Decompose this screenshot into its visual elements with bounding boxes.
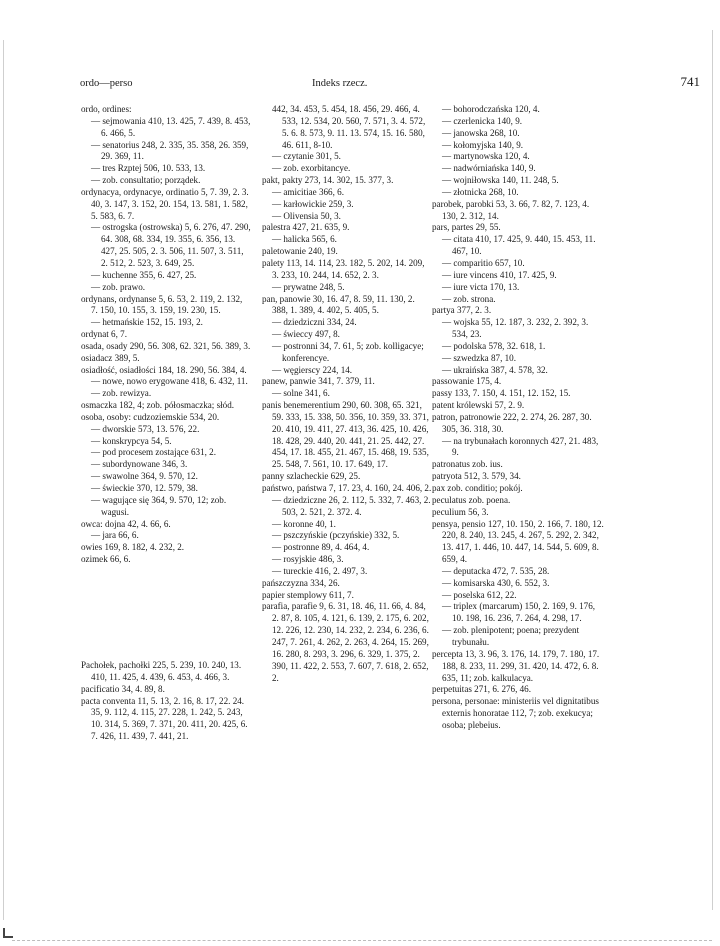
index-entry: osiadacz 389, 5. <box>81 352 140 363</box>
index-subentry: — iure vincens 410, 17. 425, 9. <box>442 269 557 280</box>
index-column-middle <box>262 104 432 684</box>
index-subentry: — postronne 89, 4. 464, 4. <box>272 542 370 553</box>
index-subentry: — bohorodczańska 120, 4. <box>442 104 540 114</box>
scan-bottom-edge <box>12 940 712 941</box>
index-subentry: — dworskie 573, 13. 576, 22. <box>91 423 200 434</box>
index-subentry: — czytanie 301, 5. <box>272 151 341 162</box>
index-entry: pensya, pensio 127, 10. 150, 2. 166, 7. 180, 12. 220, 8. 240, 13. 245, 4. 267, 5. 292, 2. 342, 13. 417, 1. 446, 10. 447, 14. 544, 5. 609, 8. 659, 4. <box>432 518 604 565</box>
index-subentry: — kołomyjska 140, 9. <box>442 139 524 150</box>
index-entry: osoba, osoby: cudzoziemskie 534, 20. <box>81 411 220 422</box>
index-subentry: — na trybunałach koronnych 427, 21. 483, 9. <box>442 435 599 458</box>
index-subentry: — ostrogska (ostrowska) 5, 6. 276, 47. 290, 64. 308, 68. 334, 19. 355, 6. 356, 13. 427, 25. 505, 2. 3. 506, 11. 507, 3. 511, 2. 512, 2. 523, 3. 649, 25. <box>91 222 251 268</box>
index-subentry: — dziedziczne 26, 2. 112, 5. 332, 7. 463, 2. 503, 2. 521, 2. 372. 4. <box>272 494 431 517</box>
index-subentry: — sejmowania 410, 13. 425, 7. 439, 8. 453, 6. 466, 5. <box>91 115 251 138</box>
index-entry: ordynacya, ordynacye, ordinatio 5, 7. 39, 2. 3. 40, 3. 147, 3. 152, 20. 154, 13. 581, 1. 582, 5. 583, 6. 7. <box>81 186 249 221</box>
index-subentry: — prywatne 248, 5. <box>272 281 345 292</box>
right-margin-line <box>712 30 713 910</box>
index-entry: percepta 13, 3. 96, 3. 176, 14. 179, 7. 180, 17. 188, 8. 233, 11. 299, 31. 420, 14. 472, 6. 8. 635, 11; zob. kalkulacya. <box>432 648 600 683</box>
index-entry: passowanie 175, 4. <box>432 376 502 387</box>
running-head: ordo—perso <box>80 78 133 89</box>
index-entry: passy 133, 7. 150, 4. 151, 12. 152, 15. <box>432 388 571 399</box>
index-entry: pax zob. conditio; pokój. <box>432 483 523 493</box>
scan-corner-mark <box>3 928 13 938</box>
index-subentry: — zob. strona. <box>442 293 496 304</box>
index-entry: pars, partes 29, 55. <box>432 222 501 233</box>
index-subentry: — świeckie 370, 12. 579, 38. <box>91 483 198 493</box>
index-entry: paletowanie 240, 19. <box>262 246 338 257</box>
index-subentry: — tureckie 416, 2. 497, 3. <box>272 565 368 576</box>
index-entry: panew, panwie 341, 7. 379, 11. <box>262 376 375 387</box>
index-subentry: — postronni 34, 7. 61, 5; zob. kolligacye; konferencye. <box>272 340 424 363</box>
index-entry: ozimek 66, 6. <box>81 554 131 565</box>
index-subentry: — zob. prawo. <box>91 281 146 292</box>
page-header <box>80 74 700 94</box>
left-margin-line <box>3 40 4 920</box>
index-subentry: — subordynowane 346, 3. <box>91 459 188 470</box>
index-entry: papier stemplowy 611, 7. <box>262 589 354 600</box>
index-subentry: — wojniłowska 140, 11. 248, 5. <box>442 175 559 186</box>
index-subentry: — solne 341, 6. <box>272 388 330 399</box>
index-subentry: — pszczyńskie (pczyńskie) 332, 5. <box>272 530 400 541</box>
index-subentry: — kuchenne 355, 6. 427, 25. <box>91 269 197 280</box>
index-entry: owca: dojna 42, 4. 66, 6. <box>81 518 171 529</box>
index-subentry: — dziedziczni 334, 24. <box>272 317 357 328</box>
index-subentry: — deputacka 472, 7. 535, 28. <box>442 565 550 576</box>
index-subentry: — wagujące się 364, 9. 570, 12; zob. wagusi. <box>91 494 227 517</box>
index-entry: panis benemerentium 290, 60. 308, 65. 321, 59. 333, 15. 338, 50. 356, 10. 359, 33. 371, 20. 410, 19. 411, 27. 413, 36. 425, 10. 426, 18. 428, 29. 440, 20. 441, 21. 25. 442, 27. 454, 17. 18. 455, 21. 467, 15. 468, 19. 535, 25. 548, 7. 561, 10. 17. 649, 17. <box>262 400 429 470</box>
index-entry: Pachołek, pachołki 225, 5. 239, 10. 240, 13. 410, 11. 425, 4. 439, 6. 453, 4. 466, 3. <box>81 660 242 682</box>
index-subentry: — halicka 565, 6. <box>272 234 337 245</box>
index-subentry: — węgierscy 224, 14. <box>272 364 353 375</box>
index-subentry: — comparitio 657, 10. <box>442 257 525 268</box>
index-subentry: — zob. plenipotent; poena; prezydent trybunału. <box>442 625 580 647</box>
index-entry: peculium 56, 3. <box>432 506 489 517</box>
index-subentry: — zob. exorbitancye. <box>272 163 351 174</box>
index-subentry: — wojska 55, 12. 187, 3. 232, 2. 392, 3. 534, 23. <box>442 317 589 340</box>
section-title: Indeks rzecz. <box>312 78 368 89</box>
index-entry: ordynans, ordynanse 5, 6. 53, 2. 119, 2. 132, 7. 150, 10. 155, 3. 159, 19. 230, 15. <box>81 293 243 316</box>
index-entry: panny szlacheckie 629, 25. <box>262 471 361 482</box>
index-subentry: — tres Rzptej 506, 10. 533, 13. <box>91 163 206 174</box>
index-entry: owies 169, 8. 182, 4. 232, 2. <box>81 542 185 553</box>
index-subentry: — iure victa 170, 13. <box>442 281 520 292</box>
index-subentry: — amicitiae 366, 6. <box>272 186 344 197</box>
index-subentry: — janowska 268, 10. <box>442 127 520 138</box>
index-entry: palestra 427, 21. 635, 9. <box>262 222 350 233</box>
index-subentry: — komisarska 430, 6. 552, 3. <box>442 577 550 588</box>
index-entry: perpetuitas 271, 6. 276, 46. <box>432 684 532 695</box>
index-entry: osmaczka 182, 4; zob. półosmaczka; słód. <box>81 400 235 411</box>
letter-section-gap <box>81 575 251 651</box>
index-entry: patronatus zob. ius. <box>432 459 503 470</box>
index-entry: pan, panowie 30, 16. 47, 8. 59, 11. 130, 2. 388, 1. 389, 4. 402, 5. 405, 5. <box>262 293 415 316</box>
index-entry: pacificatio 34, 4. 89, 8. <box>81 683 165 694</box>
page-number: 741 <box>680 74 700 89</box>
index-subentry: — zob. consultatio; porządek. <box>91 175 201 186</box>
index-subentry: — szwedzka 87, 10. <box>442 352 516 363</box>
index-subentry: — świeccy 497, 8. <box>272 329 340 340</box>
index-entry: pakt, pakty 273, 14. 302, 15. 377, 3. <box>262 175 394 186</box>
index-subentry: — czerlenicka 140, 9. <box>442 115 523 126</box>
index-subentry: — triplex (marcarum) 150, 2. 169, 9. 176, 10. 198, 16. 236, 7. 264, 4. 298, 17. <box>442 601 596 624</box>
index-subentry: — nadwórniańska 140, 9. <box>442 163 536 174</box>
index-subentry: — pod procesem zostające 631, 2. <box>91 447 216 458</box>
index-entry: partya 377, 2. 3. <box>432 305 492 316</box>
index-entry: peculatus zob. poena. <box>432 494 511 505</box>
index-column-left <box>81 104 251 743</box>
index-subentry: — hetmańskie 152, 15. 193, 2. <box>91 317 203 328</box>
index-subentry: — nowe, nowo erygowane 418, 6. 432, 11. <box>91 376 248 387</box>
index-subentry: — martynowska 120, 4. <box>442 151 530 162</box>
index-subentry: — swawolne 364, 9. 570, 12. <box>91 471 198 482</box>
index-subentry: — senatorius 248, 2. 335, 35. 358, 26. 359, 29. 369, 11. <box>91 139 249 162</box>
index-entry: persona, personae: ministeriis vel dignitatibus externis honoratae 112, 7; zob. exekucya; osoba; plebeius. <box>432 696 599 730</box>
index-column-right <box>432 104 606 732</box>
index-subentry: — konskrypcya 54, 5. <box>91 435 172 446</box>
index-entry: ordo, ordines: <box>81 104 132 114</box>
index-subentry: — jara 66, 6. <box>91 530 139 541</box>
index-subentry: — Olivensia 50, 3. <box>272 210 341 221</box>
index-subentry: — poselska 612, 22. <box>442 589 517 600</box>
index-entry: parobek, parobki 53, 3. 66, 7. 82, 7. 123, 4. 130, 2. 312, 14. <box>432 198 590 221</box>
index-entry: pańszczyzna 334, 26. <box>262 577 340 588</box>
index-entry: patryota 512, 3. 579, 34. <box>432 471 521 482</box>
index-subentry: — karłowickie 259, 3. <box>272 198 354 209</box>
index-entry: pacta conventa 11, 5. 13, 2. 16, 8. 17, 22. 24. 35, 9. 112, 4. 115, 27. 228, 1. 242, 5. 243, 10. 314, 5. 369, 7. 371, 20. 411, 20. 425, 6. 7. 426, 11. 439, 7. 441, 21. <box>81 695 248 742</box>
index-entry: palety 113, 14. 114, 23. 182, 5. 202, 14. 209, 3. 233, 10. 244, 14. 652, 2. 3. <box>262 257 425 280</box>
index-entry: patron, patronowie 222, 2. 274, 26. 287, 30. 305, 36. 318, 30. <box>432 411 592 434</box>
index-subentry: 442, 34. 453, 5. 454, 18. 456, 29. 466, 4. 533, 12. 534, 20. 560, 7. 571, 3. 4. 572, 5. 6. 8. 573, 9. 11. 13. 574, 15. 16. 580, 46. 611, 8-10. <box>272 104 426 150</box>
index-subentry: — podolska 578, 32. 618, 1. <box>442 340 546 351</box>
index-entry: osada, osady 290, 56. 308, 62. 321, 56. 389, 3. <box>81 340 251 351</box>
index-subentry: — koronne 40, 1. <box>272 518 336 529</box>
index-subentry: — złotnicka 268, 10. <box>442 186 519 197</box>
index-subentry: — citata 410, 17. 425, 9. 440, 15. 453, 11. 467, 10. <box>442 234 596 257</box>
index-entry: parafia, parafie 9, 6. 31, 18. 46, 11. 66, 4. 84, 2. 87, 8. 105, 4. 121, 6. 139, 2. 175, 6. 202, 12. 226, 12. 230, 14. 232, 2. 234, 6. 236, 6. 247, 7. 261, 4. 262, 2. 263, 4. 264, 15. 269, 16. 280, 8. 293, 3. 296, 6. 329, 1. 375, 2. 390, 11. 422, 2. 553, 7. 607, 7. 618, 2. 652, 2. <box>262 601 429 683</box>
index-entry: państwo, państwa 7, 17. 23, 4. 160, 24. 406, 2. <box>262 483 432 493</box>
index-entry: ordynat 6, 7. <box>81 329 127 340</box>
index-subentry: — zob. rewizya. <box>91 388 152 399</box>
index-subentry: — ukraińska 387, 4. 578, 32. <box>442 364 548 375</box>
index-entry: osiadłość, osiadłości 184, 18. 290, 56. 384, 4. <box>81 364 247 375</box>
index-subentry: — rosyjskie 486, 3. <box>272 554 344 565</box>
index-entry: patent królewski 57, 2. 9. <box>432 400 525 411</box>
